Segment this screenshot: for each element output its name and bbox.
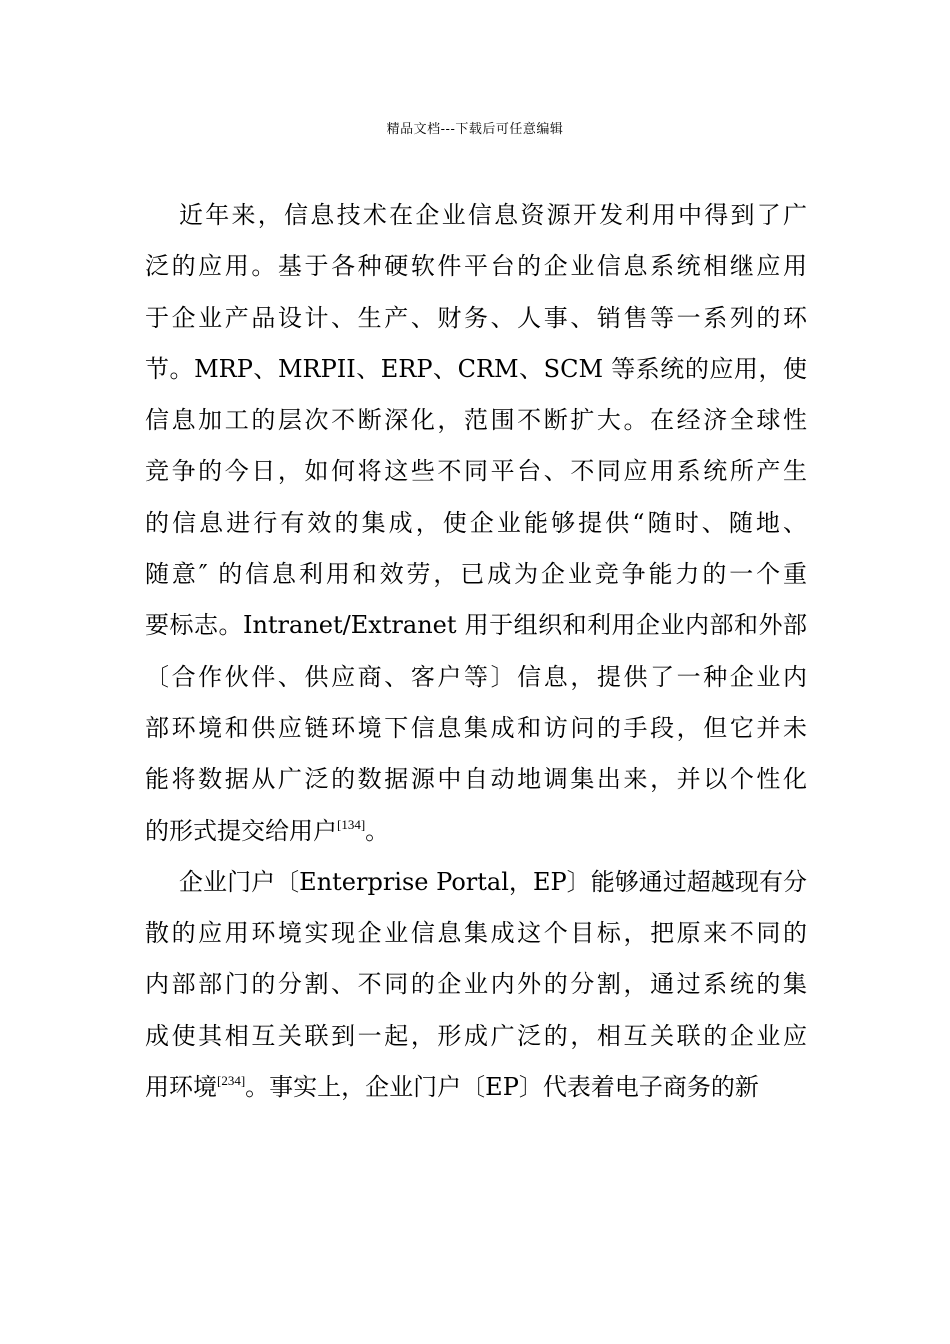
paragraph-text: 用环境 (145, 1073, 217, 1102)
paragraph-line: 竞争的今日，如何将这些不同平台、不同应用系统所产生 (145, 457, 807, 486)
paragraph-line: 要标志。Intranet/Extranet 用于组织和利用企业内部和外部 (145, 611, 807, 640)
paragraph-line: 部环境和供应链环境下信息集成和访问的手段，但它并未 (145, 713, 807, 742)
paragraph-line: 信息加工的层次不断深化，范围不断扩大。在经济全球性 (145, 406, 807, 435)
paragraph-1 (145, 190, 807, 857)
paragraph-line: 内部部门的分割、不同的企业内外的分割，通过系统的集 (145, 970, 807, 999)
body-text (145, 190, 807, 1113)
paragraph-last-line (145, 1062, 807, 1113)
paragraph-text: 的形式提交给用户 (145, 816, 337, 845)
paragraph-text: 。事实上，企业门户〔EP〕代表着电子商务的新 (245, 1073, 759, 1102)
paragraph-line: 的信息进行有效的集成，使企业能够提供“随时、随地、 (145, 508, 807, 537)
paragraph-line: 成使其相互关联到一起，形成广泛的，相互关联的企业应 (145, 1021, 807, 1050)
paragraph-line: 节。MRP、MRPII、ERP、CRM、SCM 等系统的应用，使 (145, 354, 807, 383)
paragraph-line: 近年来，信息技术在企业信息资源开发利用中得到了广 (179, 201, 807, 229)
citation-ref: [234] (217, 1073, 246, 1089)
paragraph-line: 散的应用环境实现企业信息集成这个目标，把原来不同的 (145, 919, 807, 948)
paragraph-last-line (145, 806, 807, 857)
paragraph-line: 于企业产品设计、生产、财务、人事、销售等一系列的环 (145, 303, 807, 332)
paragraph-line: 〔合作伙伴、供应商、客户等〕信息，提供了一种企业内 (145, 662, 807, 691)
paragraph-text: 。 (365, 816, 390, 845)
paragraph-line: 泛的应用。基于各种硬软件平台的企业信息系统相继应用 (145, 252, 807, 281)
paragraph-line: 随意″ 的信息利用和效劳，已成为企业竞争能力的一个重 (145, 560, 807, 589)
page-header: 精品文档---下载后可任意编辑 (386, 122, 564, 137)
paragraph-line: 能将数据从广泛的数据源中自动地调集出来，并以个性化 (145, 765, 807, 794)
citation-ref: [134] (337, 816, 366, 832)
paragraph-2 (145, 857, 807, 1113)
paragraph-line: 企业门户〔Enterprise Portal，EP〕能够通过超越现有分 (179, 867, 807, 896)
